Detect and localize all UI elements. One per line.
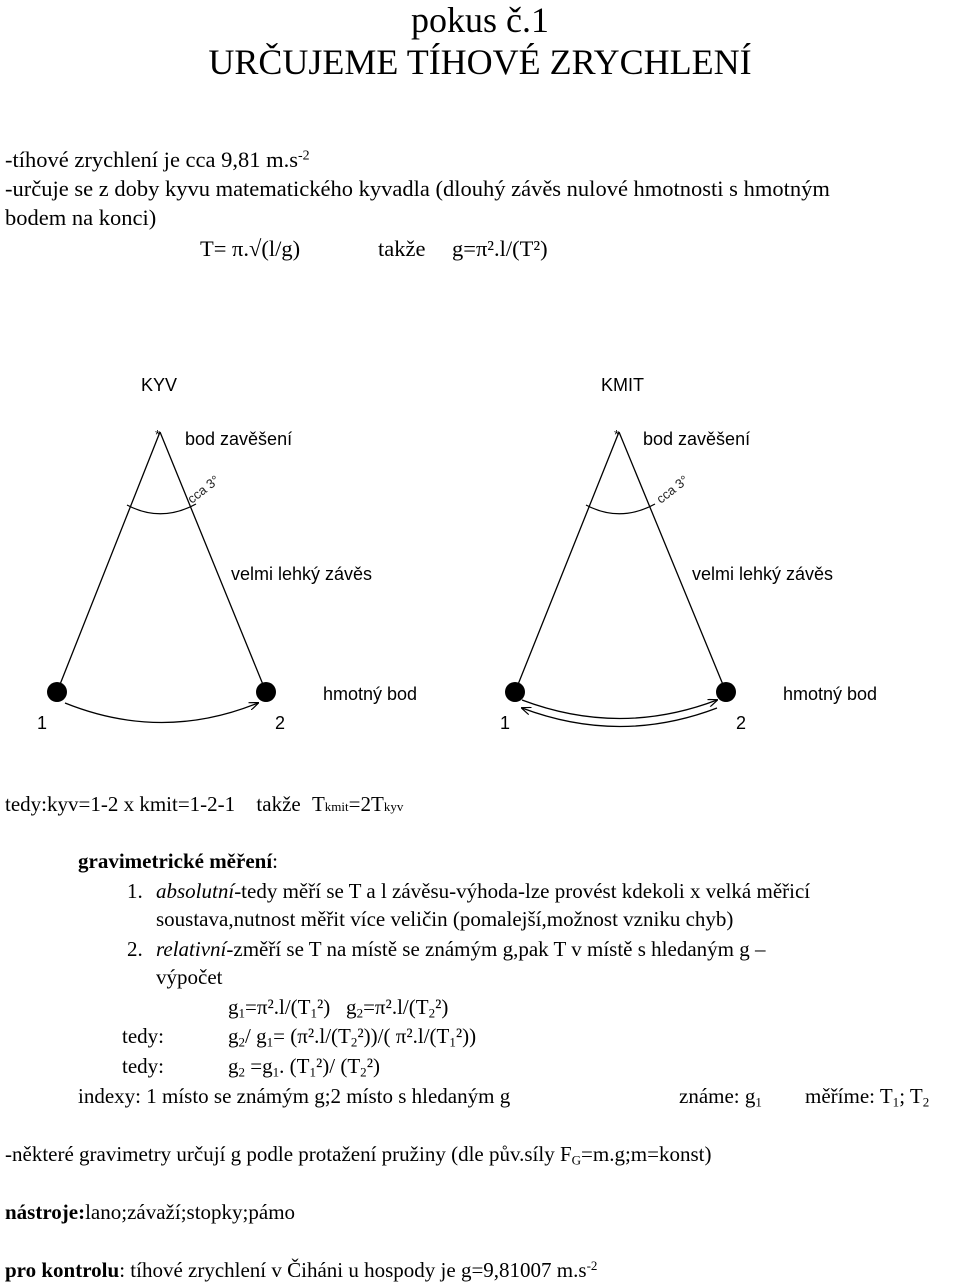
formula-takze: takže xyxy=(378,236,426,261)
merime-text: měříme: $T_1$; $T_2$ xyxy=(805,1084,930,1110)
gravimetric-heading-text: gravimetrické měření xyxy=(78,849,273,873)
merime-sub-1: 1 xyxy=(892,1094,900,1110)
intro-line-1-sup: -2 xyxy=(298,148,310,164)
check-line xyxy=(5,1257,597,1283)
tools-text: lano;závaží;stopky;pámo xyxy=(85,1200,296,1224)
gravimetric-heading-colon: : xyxy=(272,849,279,873)
kmit-mass-label: hmotný bod xyxy=(783,684,878,704)
page-title: pokus č.1 xyxy=(411,0,549,40)
page-subtitle: URČUJEME TÍHOVÉ ZRYCHLENÍ xyxy=(208,42,752,82)
item-1-rest: -tedy měří se T a l závěsu-výhoda-lze provést kdekoli x velká měřicí xyxy=(234,879,811,903)
tedy-takze: takže xyxy=(256,792,301,816)
tedy-eq: =2T xyxy=(348,792,384,816)
kyv-string-right xyxy=(160,432,266,692)
formula-period: T= π.√(l/g) xyxy=(200,236,301,261)
indexy-line: indexy: 1 místo se známým g;2 místo s hledaným g xyxy=(78,1084,511,1108)
kyv-label: KYV xyxy=(141,375,178,395)
zname-label: známe: g xyxy=(679,1084,756,1108)
merime-sub-2: 2 xyxy=(922,1094,930,1110)
item-2-text xyxy=(156,936,765,962)
formula-result: $g_2 =g_1$. $(T_1^2)/$ $(T_2^2)$ xyxy=(228,1054,380,1080)
tedy-line xyxy=(5,791,403,820)
formula-g1-g2: $g_1=\pi^2.l/(T_1^2)$ $g_2=\pi^2.l/(T_2^2)$ xyxy=(228,995,449,1021)
gravimetric-heading xyxy=(78,848,278,874)
kmit-point-2: 2 xyxy=(736,713,747,733)
formula-gravity: g=π².l/(T²) xyxy=(452,236,548,261)
kmit-string-label: velmi lehký závěs xyxy=(692,564,834,584)
kyv-point-2: 2 xyxy=(275,713,286,733)
kyv-swing-arrow xyxy=(65,703,258,723)
kmit-suspension-label: bod zavěšení xyxy=(643,429,751,449)
springs-sub: G xyxy=(571,1152,582,1168)
springs-text-a: -některé gravimetry určují g podle protažení pružiny (dle pův.síly F xyxy=(5,1142,572,1166)
zname-text xyxy=(679,1083,762,1109)
item-1-term: absolutní xyxy=(156,879,235,903)
item-2-number: 2. xyxy=(127,937,143,961)
merime-label: měříme: T xyxy=(805,1084,893,1108)
item-1-continuation: soustava,nutnost měřit více veličin (pomalejší,možnost vzniku chyb) xyxy=(156,907,734,931)
tedy-formula xyxy=(312,792,403,816)
springs-text-b: =m.g;m=konst) xyxy=(581,1142,712,1166)
intro-line-1-text: -tíhové zrychlení je cca 9,81 m.s xyxy=(5,147,299,172)
item-1-text xyxy=(156,878,810,904)
item-2-term: relativní xyxy=(156,937,227,961)
kmit-mass-1 xyxy=(505,682,525,702)
zname-sub: 1 xyxy=(755,1094,762,1110)
kmit-arrow-back xyxy=(522,708,717,727)
tedy-T: T xyxy=(311,792,325,816)
item-1-number: 1. xyxy=(127,879,143,903)
tedy-label-2: tedy: xyxy=(122,1054,164,1078)
kmit-string-left xyxy=(515,432,619,692)
tools-label: nástroje: xyxy=(5,1200,86,1224)
kyv-point-1: 1 xyxy=(37,713,48,733)
kmit-angle-arc xyxy=(586,504,655,514)
kmit-suspension-marker: * xyxy=(614,427,620,442)
tools-line xyxy=(5,1199,295,1225)
tedy-kyv: kyv xyxy=(383,799,404,814)
kyv-mass-label: hmotný bod xyxy=(323,684,418,704)
check-label: pro kontrolu xyxy=(5,1258,120,1282)
kmit-label: KMIT xyxy=(601,375,644,395)
kyv-angle-label: cca 3° xyxy=(184,472,223,507)
check-text: : tíhové zrychlení v Čiháni u hospody je g=9,81007 m.s xyxy=(119,1258,587,1282)
kyv-angle-arc xyxy=(127,504,196,514)
formula-ratio: $g_2/$ $g_1= (\pi^2.l/(T_2^2))/$( $\pi^2.l/(T_1^2)$) xyxy=(228,1024,477,1050)
tedy-label-1: tedy: xyxy=(122,1024,164,1048)
tedy-kmit: kmit xyxy=(324,799,349,814)
kmit-arrow-forward xyxy=(522,700,717,719)
kyv-mass-2 xyxy=(256,682,276,702)
kyv-suspension-label: bod zavěšení xyxy=(185,429,293,449)
item-2-rest: -změří se T na místě se známým g,pak T v místě s hledaným g – xyxy=(226,937,766,961)
kmit-angle-label: cca 3° xyxy=(653,472,692,507)
kmit-point-1: 1 xyxy=(500,713,511,733)
kyv-suspension-marker: * xyxy=(155,427,161,442)
kmit-string-right xyxy=(619,432,726,692)
kyv-string-label: velmi lehký závěs xyxy=(231,564,373,584)
intro-line-2: -určuje se z doby kyvu matematického kyvadla (dlouhý závěs nulové hmotnosti s hmotným xyxy=(5,176,830,201)
kmit-mass-2 xyxy=(716,682,736,702)
kyv-string-left xyxy=(57,432,160,692)
item-2-continuation: výpočet xyxy=(156,965,223,989)
tedy-text: tedy:kyv=1-2 x kmit=1-2-1 xyxy=(5,792,236,816)
kyv-mass-1 xyxy=(47,682,67,702)
intro-line-3: bodem na konci) xyxy=(5,205,157,230)
check-sup: -2 xyxy=(586,1257,598,1273)
springs-line xyxy=(5,1141,712,1167)
